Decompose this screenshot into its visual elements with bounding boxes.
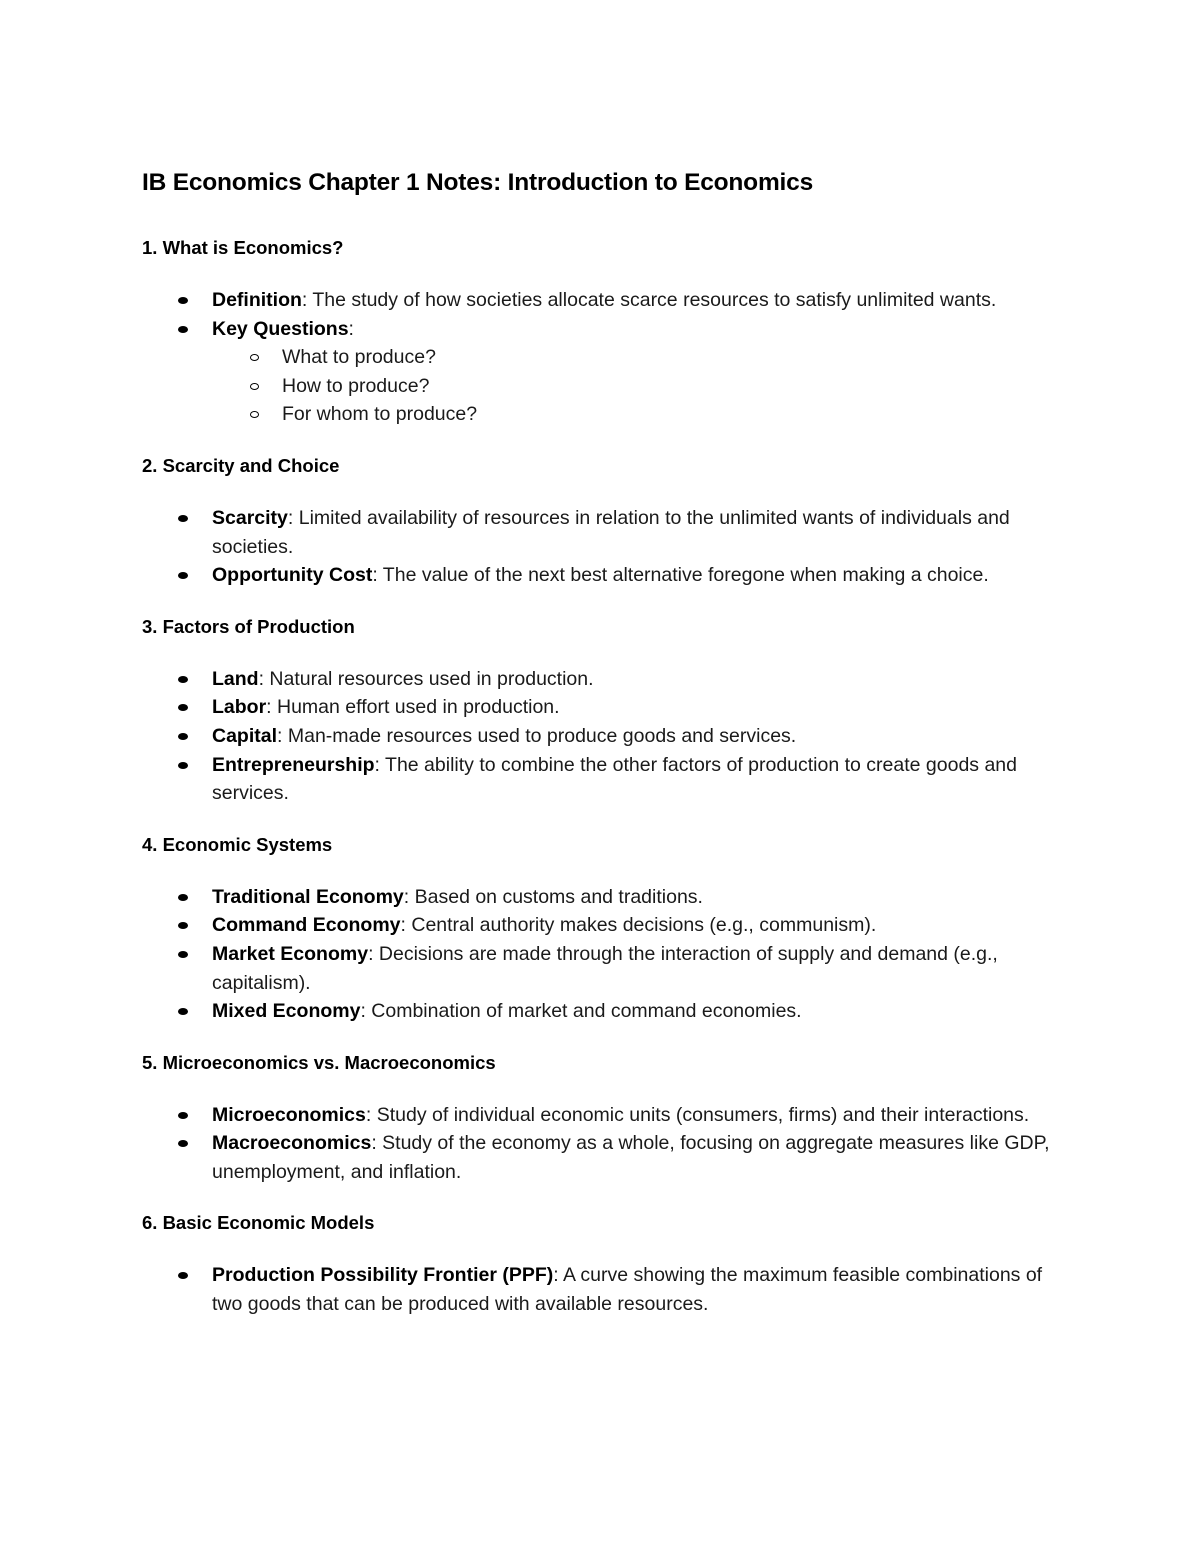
section bbox=[142, 831, 1062, 1026]
bullet-icon bbox=[178, 762, 188, 769]
section-heading: 6. Basic Economic Models bbox=[142, 1212, 375, 1234]
list-item bbox=[142, 1261, 1062, 1318]
bullet-icon bbox=[178, 1112, 188, 1119]
item-text: : Limited availability of resources in relation to the unlimited wants of individuals and societies. bbox=[212, 506, 1010, 558]
item-text: : Central authority makes decisions (e.g., communism). bbox=[400, 914, 877, 937]
item-text: : A curve showing the maximum feasible combinations of two goods that can be produced with available resources. bbox=[212, 1264, 1043, 1316]
item-term: Key Questions bbox=[212, 317, 349, 340]
section-heading: 3. Factors of Production bbox=[142, 615, 355, 637]
item-term: Land bbox=[212, 667, 259, 690]
bullet-icon bbox=[178, 572, 188, 579]
bullet-list bbox=[142, 1101, 1062, 1187]
sub-list-item bbox=[212, 343, 1062, 372]
item-term: Entrepreneurship bbox=[212, 753, 375, 776]
list-item bbox=[142, 665, 1062, 694]
item-term: Market Economy bbox=[212, 942, 369, 965]
section bbox=[142, 234, 1062, 429]
bullet-list bbox=[142, 286, 1062, 429]
item-term: Capital bbox=[212, 724, 278, 747]
bullet-list bbox=[142, 504, 1062, 590]
item-term: Traditional Economy bbox=[212, 885, 404, 908]
item-text: : Study of individual economic units (consumers, firms) and their interactions. bbox=[365, 1103, 1030, 1126]
item-term: Mixed Economy bbox=[212, 1000, 361, 1023]
bullet-icon bbox=[178, 515, 188, 522]
sections-container bbox=[142, 234, 1062, 1319]
item-text: : Based on customs and traditions. bbox=[403, 885, 703, 908]
list-item bbox=[142, 940, 1062, 997]
list-item bbox=[142, 561, 1062, 590]
sub-list-item bbox=[212, 400, 1062, 429]
item-term: Command Economy bbox=[212, 914, 401, 937]
bullet-icon bbox=[178, 894, 188, 901]
section-heading: 2. Scarcity and Choice bbox=[142, 454, 340, 476]
hollow-circle-icon bbox=[250, 411, 259, 418]
list-item bbox=[142, 315, 1062, 429]
list-item bbox=[142, 693, 1062, 722]
section bbox=[142, 452, 1062, 590]
bullet-icon bbox=[178, 676, 188, 683]
bullet-icon bbox=[178, 922, 188, 929]
item-text: : The value of the next best alternative foregone when making a choice. bbox=[372, 564, 989, 587]
bullet-list bbox=[142, 665, 1062, 808]
bullet-icon bbox=[178, 297, 188, 304]
bullet-list bbox=[142, 883, 1062, 1026]
bullet-icon bbox=[178, 1140, 188, 1147]
item-text: : Natural resources used in production. bbox=[258, 667, 594, 690]
item-term: Macroeconomics bbox=[212, 1132, 372, 1155]
list-item bbox=[142, 1101, 1062, 1130]
document-page bbox=[142, 166, 1062, 1342]
bullet-list bbox=[142, 1261, 1062, 1318]
bullet-icon bbox=[178, 326, 188, 333]
list-item bbox=[142, 883, 1062, 912]
list-item bbox=[142, 722, 1062, 751]
document-title: IB Economics Chapter 1 Notes: Introduction to Economics bbox=[142, 169, 813, 196]
list-item bbox=[142, 997, 1062, 1026]
bullet-icon bbox=[178, 1272, 188, 1279]
section-heading: 1. What is Economics? bbox=[142, 237, 344, 258]
section bbox=[142, 1049, 1062, 1187]
item-term: Opportunity Cost bbox=[212, 564, 373, 587]
item-term: Definition bbox=[212, 289, 302, 311]
list-item bbox=[142, 286, 1062, 315]
sub-list bbox=[212, 343, 1062, 429]
bullet-icon bbox=[178, 1008, 188, 1015]
item-text: : Human effort used in production. bbox=[266, 696, 560, 719]
hollow-circle-icon bbox=[250, 383, 259, 390]
section-heading: 4. Economic Systems bbox=[142, 833, 333, 855]
item-text: : Man-made resources used to produce goods and services. bbox=[277, 724, 797, 747]
sub-item-text: How to produce? bbox=[282, 374, 430, 397]
item-term: Labor bbox=[212, 696, 267, 719]
item-text: : bbox=[348, 317, 354, 340]
list-item bbox=[142, 1129, 1062, 1186]
bullet-icon bbox=[178, 951, 188, 958]
item-term: Microeconomics bbox=[212, 1103, 366, 1126]
bullet-icon bbox=[178, 733, 188, 740]
section bbox=[142, 1209, 1062, 1318]
list-item bbox=[142, 504, 1062, 561]
hollow-circle-icon bbox=[250, 354, 259, 361]
item-text: : The study of how societies allocate scarce resources to satisfy unlimited wants. bbox=[301, 289, 997, 311]
item-text: : Combination of market and command economies. bbox=[360, 1000, 802, 1023]
list-item bbox=[142, 751, 1062, 808]
item-text: : Study of the economy as a whole, focusing on aggregate measures like GDP, unemployment, and inflation. bbox=[212, 1132, 1050, 1183]
section-heading: 5. Microeconomics vs. Macroeconomics bbox=[142, 1051, 496, 1073]
item-term: Production Possibility Frontier (PPF) bbox=[212, 1264, 554, 1287]
sub-list-item bbox=[212, 372, 1062, 401]
item-text: : Decisions are made through the interaction of supply and demand (e.g., capitalism). bbox=[212, 942, 998, 994]
list-item bbox=[142, 911, 1062, 940]
sub-item-text: For whom to produce? bbox=[282, 403, 478, 426]
section bbox=[142, 613, 1062, 808]
sub-item-text: What to produce? bbox=[282, 346, 436, 369]
bullet-icon bbox=[178, 704, 188, 711]
item-term: Scarcity bbox=[212, 506, 288, 529]
item-text: : The ability to combine the other factors of production to create goods and services. bbox=[212, 753, 1017, 805]
